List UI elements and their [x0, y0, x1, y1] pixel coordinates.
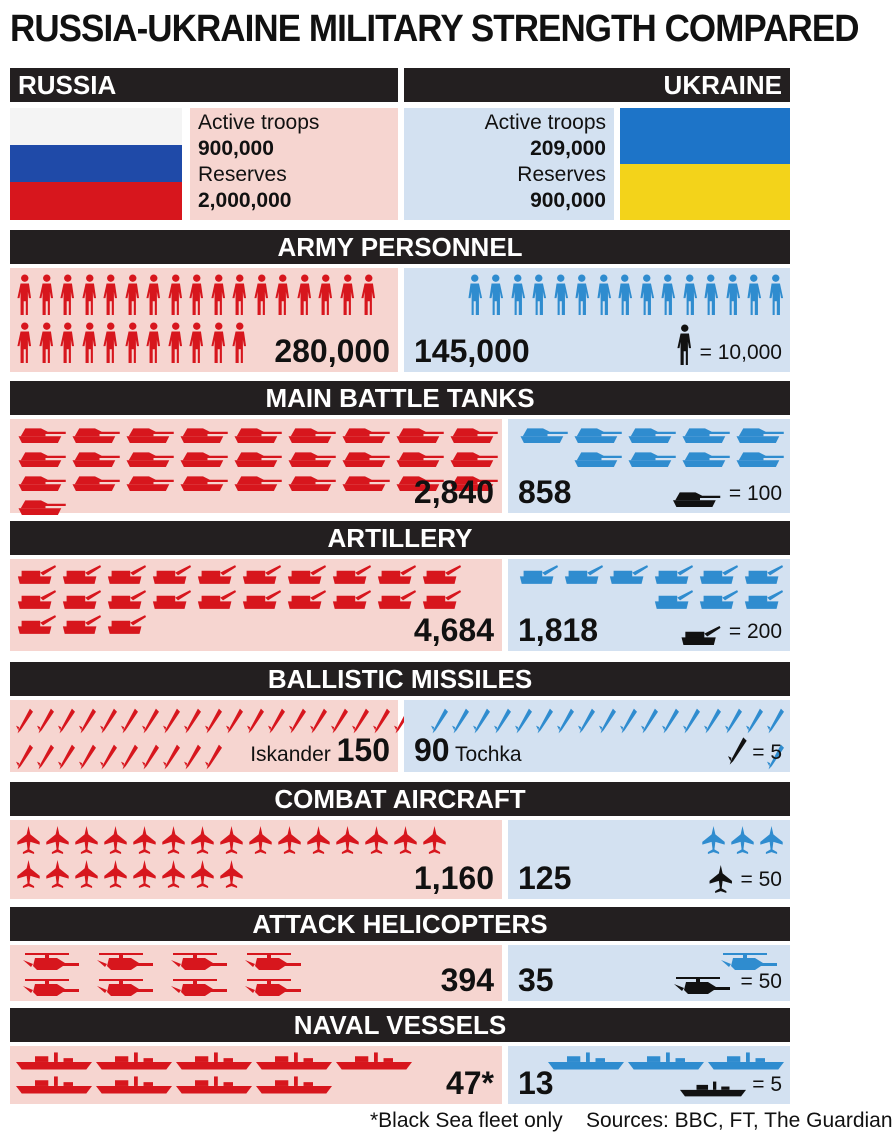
- tank-russia-icon: [232, 473, 282, 491]
- artillery-russia-icon: [286, 590, 327, 609]
- section-4-russia-number: 150: [336, 732, 390, 768]
- section-4-russia-panel: [10, 700, 398, 772]
- missile-russia-icon: [142, 742, 159, 772]
- tank-russia-icon: [340, 449, 390, 467]
- section-6-ukraine-number: 35: [518, 962, 554, 998]
- missile-ukraine-icon: [746, 706, 763, 736]
- soldier-russia-icon: [102, 322, 120, 364]
- section-4-ukraine-number: 90: [414, 732, 450, 768]
- tank-russia-icon: [124, 473, 174, 491]
- ukraine-active-label: Active troops: [484, 111, 606, 134]
- section-1-ukraine-panel: [404, 268, 790, 372]
- ship-russia-icon: [96, 1076, 172, 1094]
- jet-russia-icon: [364, 826, 389, 854]
- soldier-russia-icon: [124, 322, 142, 364]
- section-2-heading: MAIN BATTLE TANKS: [10, 381, 790, 415]
- artillery-russia-icon: [421, 590, 462, 609]
- jet-russia-icon: [190, 860, 215, 888]
- section-7-ukraine-number: 13: [518, 1065, 554, 1101]
- missile-ukraine-icon: [662, 706, 679, 736]
- jet-russia-icon: [132, 826, 157, 854]
- tank-ukraine-icon: [572, 449, 622, 467]
- missile-russia-icon: [79, 742, 96, 772]
- soldier-russia-icon: [231, 322, 249, 364]
- artillery-russia-icon: [241, 565, 282, 584]
- artillery-russia-icon: [331, 590, 372, 609]
- tank-russia-icon: [178, 449, 228, 467]
- jet-ukraine-icon: [730, 826, 755, 854]
- missile-russia-icon: [289, 706, 306, 736]
- missile-russia-icon: [163, 742, 180, 772]
- ukraine-summary: [404, 108, 614, 220]
- artillery-ukraine-icon: [563, 565, 604, 584]
- section-5-heading: COMBAT AIRCRAFT: [10, 782, 790, 816]
- jet-russia-icon: [45, 826, 70, 854]
- section-5-ukraine-panel: [508, 820, 790, 899]
- ship-russia-icon: [96, 1052, 172, 1070]
- artillery-russia-icon: [376, 590, 417, 609]
- jet-russia-icon: [277, 826, 302, 854]
- artillery-ukraine-icon: [743, 590, 784, 609]
- missile-russia-icon: [58, 742, 75, 772]
- missile-ukraine-icon: [536, 706, 553, 736]
- section-2-legend-key: [668, 481, 782, 507]
- missile-ukraine-icon: [725, 706, 742, 736]
- soldier-russia-icon: [16, 274, 34, 316]
- ship-russia-icon: [336, 1052, 412, 1070]
- section-5-ukraine-value: [518, 861, 571, 895]
- missile-ukraine-icon: [494, 706, 511, 736]
- artillery-ukraine-icon: [608, 565, 649, 584]
- missile-russia-icon: [310, 706, 327, 736]
- soldier-ukraine-icon: [595, 274, 613, 316]
- soldier-ukraine-icon: [702, 274, 720, 316]
- jet-russia-icon: [393, 826, 418, 854]
- soldier-russia-icon: [102, 274, 120, 316]
- soldier-russia-icon: [210, 322, 228, 364]
- section-1-ukraine-number: 145,000: [414, 333, 530, 369]
- jet-russia-icon: [103, 860, 128, 888]
- jet-russia-icon: [335, 826, 360, 854]
- russia-summary: [190, 108, 398, 220]
- artillery-russia-icon: [16, 590, 57, 609]
- missile-russia-icon: [205, 742, 222, 772]
- tank-russia-icon: [16, 473, 66, 491]
- legend-jet-icon: [707, 865, 735, 893]
- missile-russia-icon: [100, 742, 117, 772]
- missile-russia-icon: [58, 706, 75, 736]
- ship-russia-icon: [176, 1052, 252, 1070]
- section-3-ukraine-value: [518, 613, 598, 647]
- artillery-russia-icon: [241, 590, 282, 609]
- ukraine-flag: [620, 108, 790, 220]
- jet-russia-icon: [103, 826, 128, 854]
- tank-russia-icon: [340, 425, 390, 443]
- missile-russia-icon: [268, 706, 285, 736]
- missile-russia-icon: [37, 742, 54, 772]
- missile-russia-icon: [121, 706, 138, 736]
- section-4-russia-value: [250, 733, 390, 768]
- missile-ukraine-icon: [683, 706, 700, 736]
- jet-russia-icon: [219, 826, 244, 854]
- missile-russia-icon: [184, 706, 201, 736]
- missile-russia-icon: [100, 706, 117, 736]
- missile-ukraine-icon: [473, 706, 490, 736]
- section-7-russia-number: 47*: [445, 1065, 494, 1101]
- soldier-russia-icon: [38, 322, 56, 364]
- section-1-legend-key: [676, 324, 782, 366]
- section-6-ukraine-panel: [508, 945, 790, 1001]
- artillery-russia-icon: [151, 565, 192, 584]
- jet-russia-icon: [161, 860, 186, 888]
- helicopter-russia-icon: [238, 977, 308, 997]
- section-7-russia-panel: [10, 1046, 502, 1104]
- artillery-russia-icon: [196, 565, 237, 584]
- soldier-russia-icon: [59, 274, 77, 316]
- section-6-ukraine-value: [518, 963, 554, 997]
- tank-russia-icon: [448, 425, 498, 443]
- tank-russia-icon: [232, 425, 282, 443]
- artillery-russia-icon: [61, 590, 102, 609]
- artillery-ukraine-icon: [518, 565, 559, 584]
- jet-russia-icon: [248, 826, 273, 854]
- missile-ukraine-icon: [578, 706, 595, 736]
- soldier-russia-icon: [317, 274, 335, 316]
- soldier-russia-icon: [81, 322, 99, 364]
- artillery-russia-icon: [61, 615, 102, 634]
- jet-russia-icon: [161, 826, 186, 854]
- tank-ukraine-icon: [626, 449, 676, 467]
- helicopter-russia-icon: [164, 977, 234, 997]
- tank-russia-icon: [124, 449, 174, 467]
- artillery-russia-icon: [151, 590, 192, 609]
- missile-russia-icon: [184, 742, 201, 772]
- jet-russia-icon: [45, 860, 70, 888]
- missile-ukraine-icon: [620, 706, 637, 736]
- artillery-ukraine-icon: [698, 590, 739, 609]
- section-7-legend-label: = 5: [752, 1073, 782, 1096]
- soldier-ukraine-icon: [638, 274, 656, 316]
- jet-russia-icon: [74, 826, 99, 854]
- tank-russia-icon: [124, 425, 174, 443]
- soldier-ukraine-icon: [466, 274, 484, 316]
- ship-ukraine-icon: [548, 1052, 624, 1070]
- missile-russia-icon: [226, 706, 243, 736]
- ship-russia-icon: [256, 1052, 332, 1070]
- tank-russia-icon: [340, 473, 390, 491]
- section-7-heading: NAVAL VESSELS: [10, 1008, 790, 1042]
- russia-reserves-value: 2,000,000: [198, 189, 292, 212]
- section-6-legend-key: [669, 969, 782, 995]
- helicopter-russia-icon: [164, 951, 234, 971]
- tank-ukraine-icon: [680, 425, 730, 443]
- soldier-ukraine-icon: [530, 274, 548, 316]
- section-4-legend-label: = 5: [752, 741, 782, 764]
- legend-missile-icon: [728, 736, 747, 766]
- soldier-ukraine-icon: [509, 274, 527, 316]
- soldier-russia-icon: [360, 274, 378, 316]
- section-3-russia-value: [414, 613, 494, 647]
- soldier-russia-icon: [231, 274, 249, 316]
- soldier-russia-icon: [81, 274, 99, 316]
- jet-russia-icon: [219, 860, 244, 888]
- section-5-russia-value: [414, 861, 494, 895]
- soldier-russia-icon: [296, 274, 314, 316]
- ship-russia-icon: [16, 1052, 92, 1070]
- section-1-russia-number: 280,000: [274, 333, 390, 369]
- tank-ukraine-icon: [518, 425, 568, 443]
- tank-ukraine-icon: [626, 425, 676, 443]
- missile-russia-icon: [16, 706, 33, 736]
- tank-russia-icon: [70, 449, 120, 467]
- artillery-russia-icon: [106, 565, 147, 584]
- tank-ukraine-icon: [734, 425, 784, 443]
- section-6-legend-label: = 50: [740, 970, 782, 993]
- tank-russia-icon: [448, 449, 498, 467]
- soldier-russia-icon: [167, 274, 185, 316]
- artillery-ukraine-icon: [698, 565, 739, 584]
- soldier-russia-icon: [145, 322, 163, 364]
- russia-header: RUSSIA: [10, 68, 398, 102]
- section-4-ukraine-system: Tochka: [449, 743, 522, 766]
- soldier-russia-icon: [210, 274, 228, 316]
- section-2-russia-number: 2,840: [413, 474, 494, 510]
- artillery-russia-icon: [61, 565, 102, 584]
- section-3-legend-key: [678, 619, 782, 645]
- artillery-ukraine-icon: [653, 565, 694, 584]
- missile-russia-icon: [142, 706, 159, 736]
- section-1-russia-value: [274, 334, 390, 368]
- helicopter-russia-icon: [90, 951, 160, 971]
- soldier-ukraine-icon: [573, 274, 591, 316]
- jet-ukraine-icon: [701, 826, 726, 854]
- section-6-russia-value: [441, 963, 494, 997]
- artillery-russia-icon: [286, 565, 327, 584]
- tank-russia-icon: [16, 449, 66, 467]
- jet-ukraine-icon: [759, 826, 784, 854]
- missile-russia-icon: [79, 706, 96, 736]
- jet-russia-icon: [190, 826, 215, 854]
- artillery-russia-icon: [331, 565, 372, 584]
- section-1-russia-panel: [10, 268, 398, 372]
- helicopter-russia-icon: [16, 951, 86, 971]
- section-5-russia-number: 1,160: [413, 860, 494, 896]
- soldier-russia-icon: [124, 274, 142, 316]
- soldier-ukraine-icon: [767, 274, 785, 316]
- ship-ukraine-icon: [628, 1052, 704, 1070]
- soldier-ukraine-icon: [659, 274, 677, 316]
- tank-ukraine-icon: [734, 449, 784, 467]
- ukraine-active-value: 209,000: [530, 137, 606, 160]
- section-6-russia-number: 394: [440, 962, 494, 998]
- sources: Sources: BBC, FT, The Guardian: [585, 1109, 893, 1132]
- jet-russia-icon: [16, 860, 41, 888]
- section-3-russia-panel: [10, 559, 502, 651]
- section-2-ukraine-number: 858: [518, 474, 572, 510]
- ukraine-header: UKRAINE: [404, 68, 790, 102]
- section-3-ukraine-panel: [508, 559, 790, 651]
- ukraine-reserves-value: 900,000: [530, 189, 606, 212]
- legend-soldier-icon: [676, 324, 694, 366]
- section-5-legend-key: [707, 865, 782, 893]
- tank-ukraine-icon: [680, 449, 730, 467]
- tank-ukraine-icon: [572, 425, 622, 443]
- missile-russia-icon: [163, 706, 180, 736]
- missile-ukraine-icon: [767, 706, 784, 736]
- page-title: RUSSIA-UKRAINE MILITARY STRENGTH COMPARED: [10, 8, 859, 50]
- artillery-russia-icon: [106, 590, 147, 609]
- jet-russia-icon: [16, 826, 41, 854]
- legend-ship-icon: [680, 1080, 746, 1098]
- artillery-russia-icon: [421, 565, 462, 584]
- soldier-russia-icon: [274, 274, 292, 316]
- section-4-ukraine-value: [414, 733, 522, 768]
- section-4-ukraine-panel: [404, 700, 790, 772]
- soldier-ukraine-icon: [745, 274, 763, 316]
- missile-ukraine-icon: [557, 706, 574, 736]
- section-4-legend-key: [728, 736, 782, 766]
- russia-active-value: 900,000: [198, 137, 274, 160]
- legend-artillery-icon: [678, 626, 723, 645]
- soldier-ukraine-icon: [552, 274, 570, 316]
- tank-russia-icon: [70, 425, 120, 443]
- russia-reserves-label: Reserves: [198, 163, 287, 186]
- ship-ukraine-icon: [708, 1052, 784, 1070]
- section-4-russia-system: Iskander: [250, 743, 337, 766]
- tank-russia-icon: [16, 425, 66, 443]
- legend-helicopter-icon: [669, 975, 735, 995]
- soldier-russia-icon: [253, 274, 271, 316]
- artillery-ukraine-icon: [743, 565, 784, 584]
- footer: [370, 1108, 893, 1138]
- section-2-russia-panel: [10, 419, 502, 513]
- jet-russia-icon: [422, 826, 447, 854]
- tank-russia-icon: [178, 473, 228, 491]
- section-6-russia-panel: [10, 945, 502, 1001]
- ship-russia-icon: [176, 1076, 252, 1094]
- missile-russia-icon: [247, 706, 264, 736]
- missile-ukraine-icon: [641, 706, 658, 736]
- artillery-russia-icon: [376, 565, 417, 584]
- soldier-russia-icon: [188, 322, 206, 364]
- legend-tank-icon: [668, 489, 723, 507]
- soldier-russia-icon: [16, 322, 34, 364]
- artillery-russia-icon: [106, 615, 147, 634]
- footnote: *Black Sea fleet only: [370, 1109, 563, 1132]
- ship-russia-icon: [16, 1076, 92, 1094]
- soldier-russia-icon: [59, 322, 77, 364]
- ukraine-reserves-label: Reserves: [517, 163, 606, 186]
- artillery-russia-icon: [16, 615, 57, 634]
- helicopter-russia-icon: [238, 951, 308, 971]
- section-3-ukraine-number: 1,818: [518, 612, 599, 648]
- section-5-legend-label: = 50: [740, 868, 782, 891]
- tank-russia-icon: [394, 425, 444, 443]
- missile-ukraine-icon: [704, 706, 721, 736]
- section-2-russia-value: [414, 475, 494, 509]
- soldier-russia-icon: [145, 274, 163, 316]
- section-7-ukraine-value: [518, 1066, 554, 1100]
- missile-ukraine-icon: [452, 706, 469, 736]
- tank-russia-icon: [286, 449, 336, 467]
- tank-russia-icon: [16, 497, 66, 515]
- soldier-ukraine-icon: [616, 274, 634, 316]
- tank-russia-icon: [232, 449, 282, 467]
- missile-russia-icon: [205, 706, 222, 736]
- section-7-russia-value: [446, 1066, 494, 1100]
- soldier-ukraine-icon: [487, 274, 505, 316]
- section-6-heading: ATTACK HELICOPTERS: [10, 907, 790, 941]
- missile-russia-icon: [16, 742, 33, 772]
- helicopter-ukraine-icon: [714, 951, 784, 971]
- soldier-russia-icon: [188, 274, 206, 316]
- soldier-ukraine-icon: [681, 274, 699, 316]
- jet-russia-icon: [306, 826, 331, 854]
- artillery-russia-icon: [196, 590, 237, 609]
- section-2-legend-label: = 100: [728, 482, 782, 505]
- tank-russia-icon: [394, 449, 444, 467]
- soldier-russia-icon: [339, 274, 357, 316]
- missile-ukraine-icon: [599, 706, 616, 736]
- missile-russia-icon: [37, 706, 54, 736]
- missile-ukraine-icon: [515, 706, 532, 736]
- tank-russia-icon: [286, 473, 336, 491]
- section-5-russia-panel: [10, 820, 502, 899]
- section-2-ukraine-panel: [508, 419, 790, 513]
- section-3-russia-number: 4,684: [413, 612, 494, 648]
- russia-active-label: Active troops: [198, 111, 320, 134]
- tank-russia-icon: [178, 425, 228, 443]
- jet-russia-icon: [132, 860, 157, 888]
- soldier-ukraine-icon: [724, 274, 742, 316]
- helicopter-russia-icon: [16, 977, 86, 997]
- section-1-legend-label: = 10,000: [699, 341, 782, 364]
- russia-flag: [10, 108, 182, 220]
- missile-russia-icon: [121, 742, 138, 772]
- soldier-russia-icon: [167, 322, 185, 364]
- section-2-ukraine-value: [518, 475, 571, 509]
- tank-russia-icon: [70, 473, 120, 491]
- tank-russia-icon: [286, 425, 336, 443]
- artillery-ukraine-icon: [653, 590, 694, 609]
- soldier-russia-icon: [38, 274, 56, 316]
- ship-russia-icon: [256, 1076, 332, 1094]
- section-3-legend-label: = 200: [728, 620, 782, 643]
- jet-russia-icon: [74, 860, 99, 888]
- section-5-ukraine-number: 125: [518, 860, 572, 896]
- artillery-russia-icon: [16, 565, 57, 584]
- section-7-legend-key: [680, 1072, 782, 1098]
- section-4-heading: BALLISTIC MISSILES: [10, 662, 790, 696]
- section-1-ukraine-value: [414, 334, 530, 368]
- section-3-heading: ARTILLERY: [10, 521, 790, 555]
- section-1-heading: ARMY PERSONNEL: [10, 230, 790, 264]
- section-7-ukraine-panel: [508, 1046, 790, 1104]
- helicopter-russia-icon: [90, 977, 160, 997]
